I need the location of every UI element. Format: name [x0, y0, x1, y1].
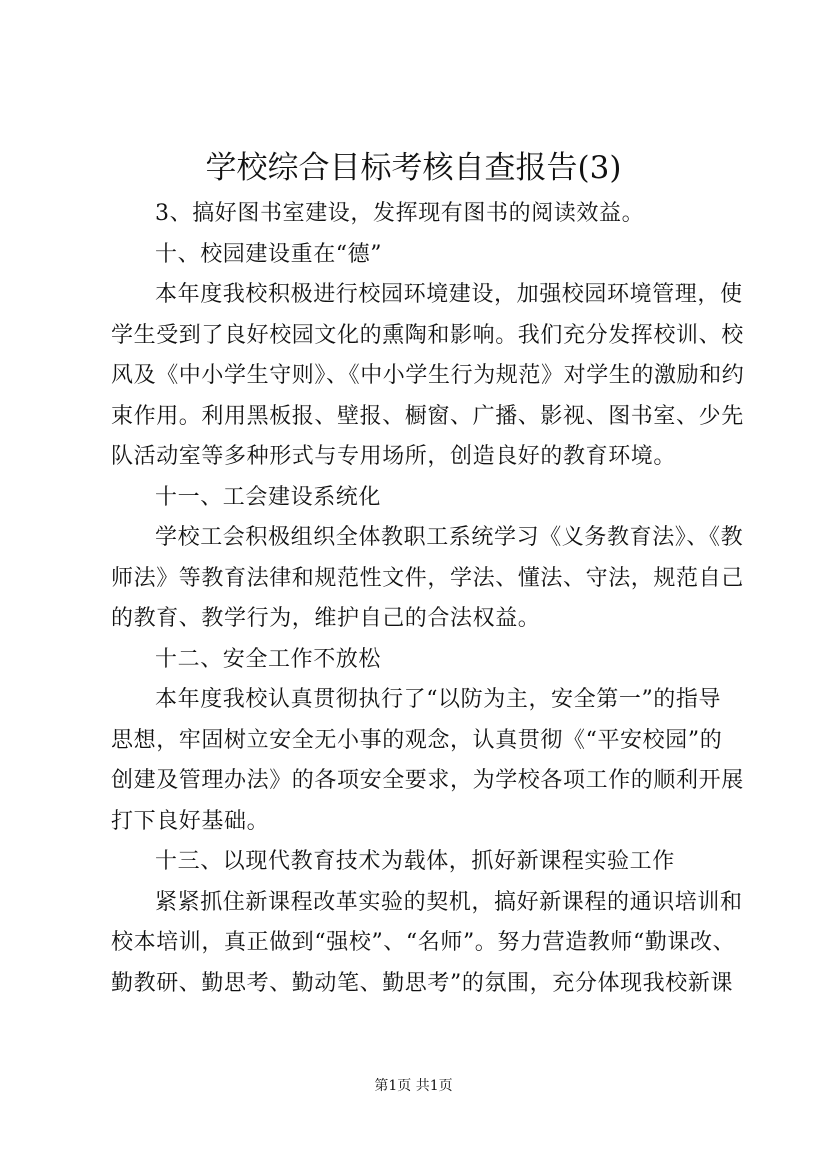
text-line: 3、搞好图书室建设，发挥现有图书的阅读效益。: [155, 201, 645, 226]
text-line: 创建及管理办法》的各项安全要求，为学校各项工作的顺利开展: [111, 768, 744, 793]
text-line: 本年度我校认真贯彻执行了“以防为主，安全第一”的指导: [155, 687, 722, 712]
text-line: 打下良好基础。: [111, 808, 270, 834]
text-line: 十、校园建设重在“德”: [155, 241, 383, 267]
text-line: 本年度我校积极进行校园环境建设，加强校园环境管理，使: [155, 282, 743, 307]
text-line: 队活动室等多种形式与专用场所，创造良好的教育环境。: [111, 444, 677, 469]
page-footer: 第1页 共1页: [374, 1078, 453, 1094]
text-line: 学生受到了良好校园文化的熏陶和影响。我们充分发挥校训、校: [111, 322, 744, 348]
text-line: 校本培训，真正做到“强校”、“名师”。努力营造教师“勤课改、: [111, 930, 736, 955]
text-line: 十三、以现代教育技术为载体，抓好新课程实验工作: [155, 849, 675, 874]
text-line: 学校工会积极组织全体教职工系统学习《义务教育法》、《教: [155, 525, 744, 550]
text-line: 勤教研、勤思考、勤动笔、勤思考”的氛围，充分体现我校新课: [111, 970, 734, 996]
text-line: 师法》等教育法律和规范性文件，学法、懂法、守法，规范自己: [111, 565, 744, 591]
text-line: 风及《中小学生守则》、《中小学生行为规范》对学生的激励和约: [111, 363, 745, 388]
document-body: [111, 194, 745, 1004]
text-line: 束作用。利用黑板报、壁报、橱窗、广播、影视、图书室、少先: [111, 403, 744, 429]
text-line: 十一、工会建设系统化: [155, 484, 382, 510]
text-line: 紧紧抓住新课程改革实验的契机，搞好新课程的通识培训和: [155, 889, 743, 915]
text-line: 思想，牢固树立安全无小事的观念，认真贯彻《“平安校园”的: [111, 727, 723, 753]
text-line: 十二、安全工作不放松: [155, 646, 382, 672]
text-line: 的教育、教学行为，维护自己的合法权益。: [111, 606, 541, 631]
document-title: 学校综合目标考核自查报告(3): [205, 150, 622, 186]
